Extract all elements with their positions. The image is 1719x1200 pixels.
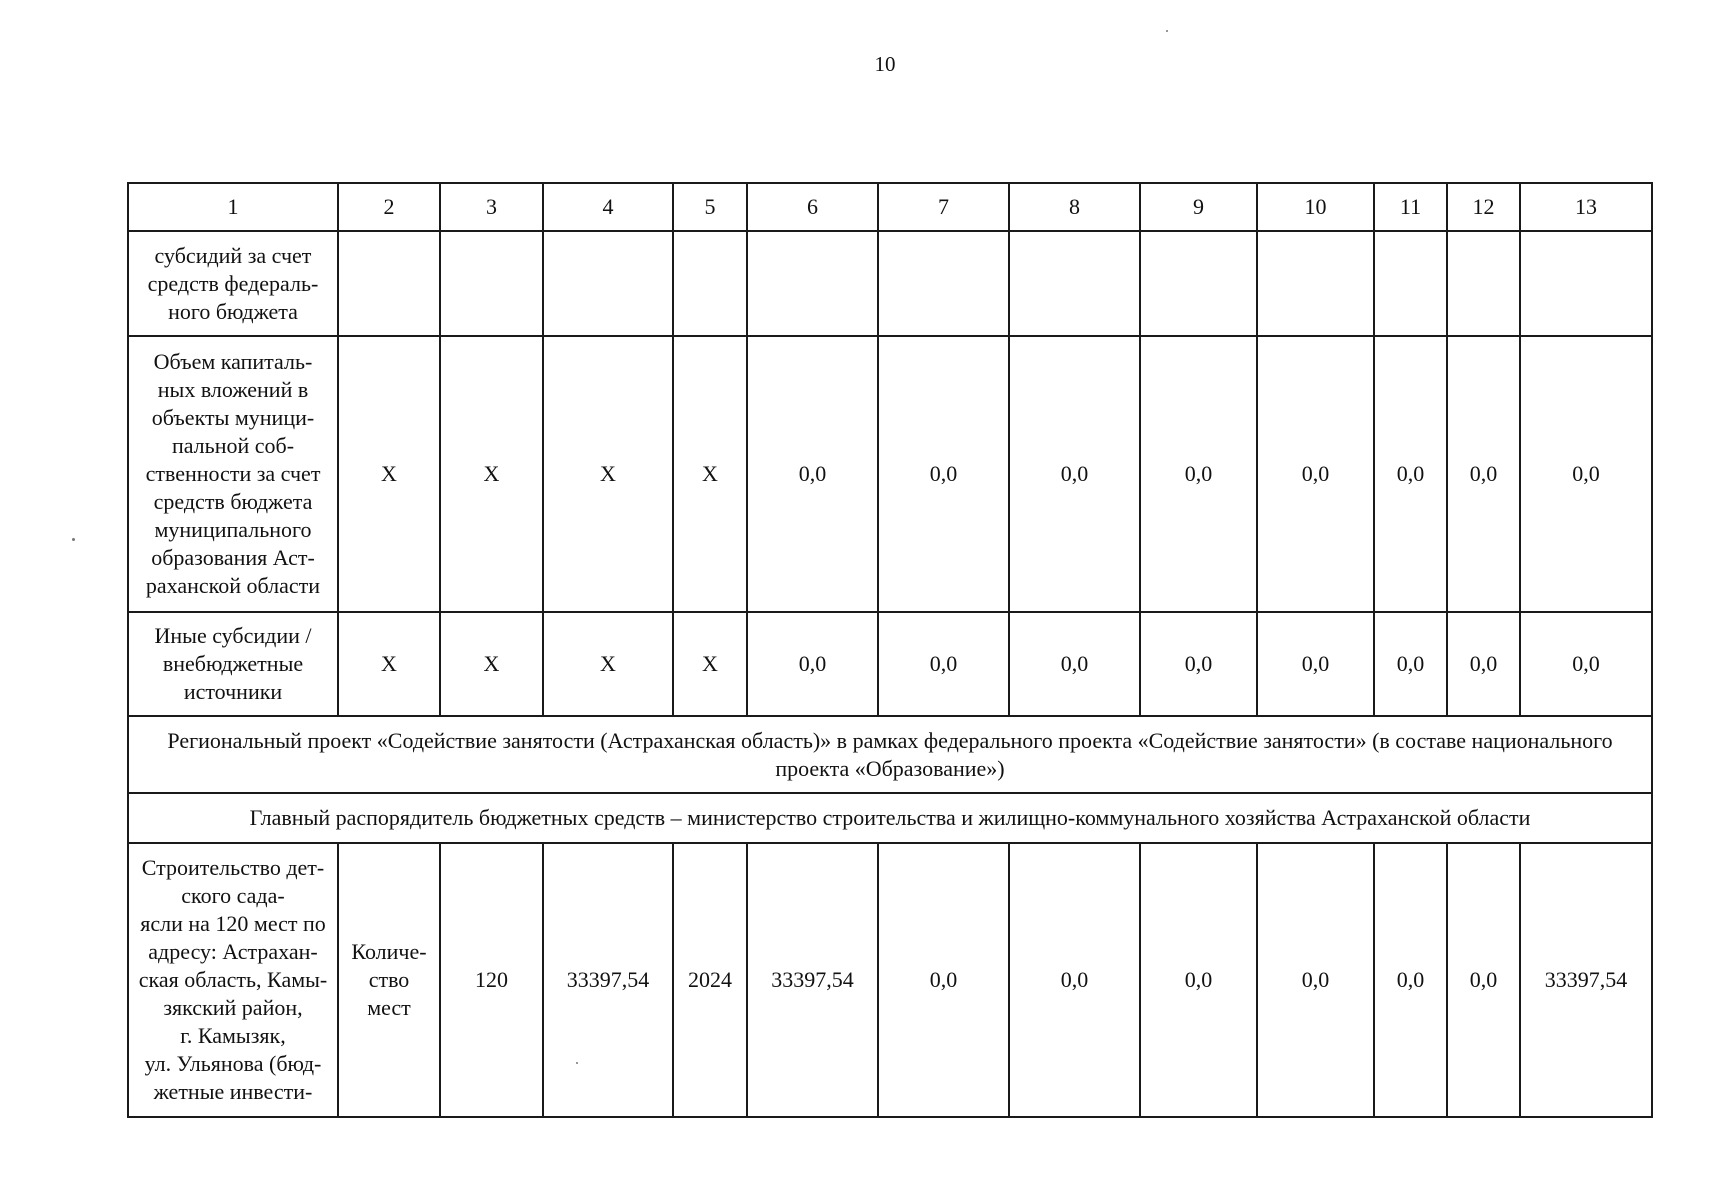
table-cell: Х — [673, 612, 747, 716]
table-cell: 0,0 — [747, 612, 878, 716]
table-cell: 0,0 — [1374, 336, 1447, 612]
empty-cell — [1009, 231, 1140, 336]
empty-cell — [1374, 231, 1447, 336]
column-header: 11 — [1374, 183, 1447, 231]
label-line: ясли на 120 мест по — [140, 911, 326, 936]
column-header: 7 — [878, 183, 1009, 231]
table-cell: 0,0 — [1140, 336, 1257, 612]
table-cell: 0,0 — [1374, 612, 1447, 716]
table-cell: Х — [673, 336, 747, 612]
column-header: 1 — [128, 183, 338, 231]
label-line: ского сада- — [181, 883, 285, 908]
table-cell: Х — [543, 612, 673, 716]
unit-cell — [338, 843, 440, 1117]
label-line: средств бюджета — [153, 489, 313, 514]
table-cell: 0,0 — [878, 336, 1009, 612]
table-cell: 0,0 — [1257, 843, 1374, 1117]
regional-project-heading: Региональный проект «Содействие занятости (Астраханская область)» в рамках федерального проекта «Содействие занятости» (в составе национального проекта «Образование») — [128, 716, 1652, 793]
section-row — [128, 716, 1652, 793]
scan-speck — [1166, 30, 1168, 32]
label-line: ного бюджета — [168, 298, 298, 324]
empty-cell — [1447, 231, 1520, 336]
empty-cell — [1257, 231, 1374, 336]
scan-speck — [72, 538, 75, 541]
table-cell: 120 — [440, 843, 543, 1117]
empty-cell — [543, 231, 673, 336]
label-line: источники — [183, 679, 283, 704]
column-header: 6 — [747, 183, 878, 231]
table-row — [128, 843, 1652, 1117]
table-cell: Х — [543, 336, 673, 612]
label-line: муниципального — [154, 517, 312, 542]
table-cell: 0,0 — [1140, 612, 1257, 716]
label-line: субсидий за счет — [154, 242, 312, 268]
label-line: пальной соб- — [171, 433, 295, 458]
label-line: внебюджетные — [162, 651, 304, 676]
column-header: 10 — [1257, 183, 1374, 231]
column-number-row — [128, 183, 1652, 231]
table-cell: 0,0 — [1257, 336, 1374, 612]
label-line: ственности за счет — [145, 461, 321, 486]
table-row — [128, 336, 1652, 612]
column-header: 8 — [1009, 183, 1140, 231]
scan-speck — [576, 1062, 578, 1064]
table-cell: 33397,54 — [1520, 843, 1652, 1117]
row-label-capital-investment — [128, 336, 338, 612]
table-cell: 2024 — [673, 843, 747, 1117]
section-row — [128, 793, 1652, 843]
table-cell: 33397,54 — [747, 843, 878, 1117]
empty-cell — [1140, 231, 1257, 336]
column-header: 2 — [338, 183, 440, 231]
table-cell: 0,0 — [1257, 612, 1374, 716]
table-row — [128, 231, 1652, 336]
label-line: образования Аст- — [151, 545, 315, 570]
table-cell: 0,0 — [1009, 843, 1140, 1117]
label-line: Иные субсидии / — [154, 623, 312, 648]
table-cell: 0,0 — [878, 612, 1009, 716]
table-cell: 0,0 — [1520, 612, 1652, 716]
label-line: средств федераль- — [147, 270, 319, 296]
page-number: 10 — [874, 52, 896, 76]
empty-cell — [878, 231, 1009, 336]
table-cell: Х — [440, 612, 543, 716]
empty-cell — [338, 231, 440, 336]
column-header: 3 — [440, 183, 543, 231]
table-cell: Х — [338, 336, 440, 612]
label-line: объекты муници- — [151, 405, 315, 430]
label-line: зякский район, — [163, 995, 303, 1020]
row-label-federal-subsidies — [128, 231, 338, 336]
table-cell: 0,0 — [1374, 843, 1447, 1117]
label-line: Строительство дет- — [141, 855, 325, 880]
chief-administrator-heading: Главный распорядитель бюджетных средств – министерство строительства и жилищно-коммунального хозяйства Астраханской области — [128, 793, 1652, 843]
table-cell: 0,0 — [1140, 843, 1257, 1117]
table-cell: 0,0 — [1447, 843, 1520, 1117]
label-line: ных вложений в — [157, 377, 309, 402]
column-header: 5 — [673, 183, 747, 231]
empty-cell — [440, 231, 543, 336]
column-header: 13 — [1520, 183, 1652, 231]
table-cell: 33397,54 — [543, 843, 673, 1117]
table-cell: 0,0 — [1447, 336, 1520, 612]
table-cell: Х — [440, 336, 543, 612]
table-cell: Х — [338, 612, 440, 716]
column-header: 12 — [1447, 183, 1520, 231]
label-line: Объем капиталь- — [153, 349, 313, 374]
table-row — [128, 612, 1652, 716]
table-cell: 0,0 — [1520, 336, 1652, 612]
table-cell: 0,0 — [747, 336, 878, 612]
row-label-kindergarten — [128, 843, 338, 1117]
unit-line: мест — [367, 995, 411, 1020]
empty-cell — [1520, 231, 1652, 336]
label-line: адресу: Астрахан- — [148, 939, 318, 964]
label-line: раханской области — [145, 573, 321, 598]
empty-cell — [747, 231, 878, 336]
table-cell: 0,0 — [1009, 612, 1140, 716]
budget-table — [127, 182, 1653, 1118]
label-line: г. Камызяк, — [180, 1023, 286, 1048]
table-cell: 0,0 — [878, 843, 1009, 1117]
row-label-other-subsidies — [128, 612, 338, 716]
unit-line: ство — [368, 967, 410, 992]
table-cell: 0,0 — [1009, 336, 1140, 612]
column-header: 9 — [1140, 183, 1257, 231]
table-cell: 0,0 — [1447, 612, 1520, 716]
column-header: 4 — [543, 183, 673, 231]
label-line: жетные инвести- — [153, 1079, 313, 1104]
empty-cell — [673, 231, 747, 336]
label-line: ская область, Камы- — [138, 967, 328, 992]
label-line: ул. Ульянова (бюд- — [144, 1051, 322, 1076]
unit-line: Количе- — [351, 939, 427, 964]
